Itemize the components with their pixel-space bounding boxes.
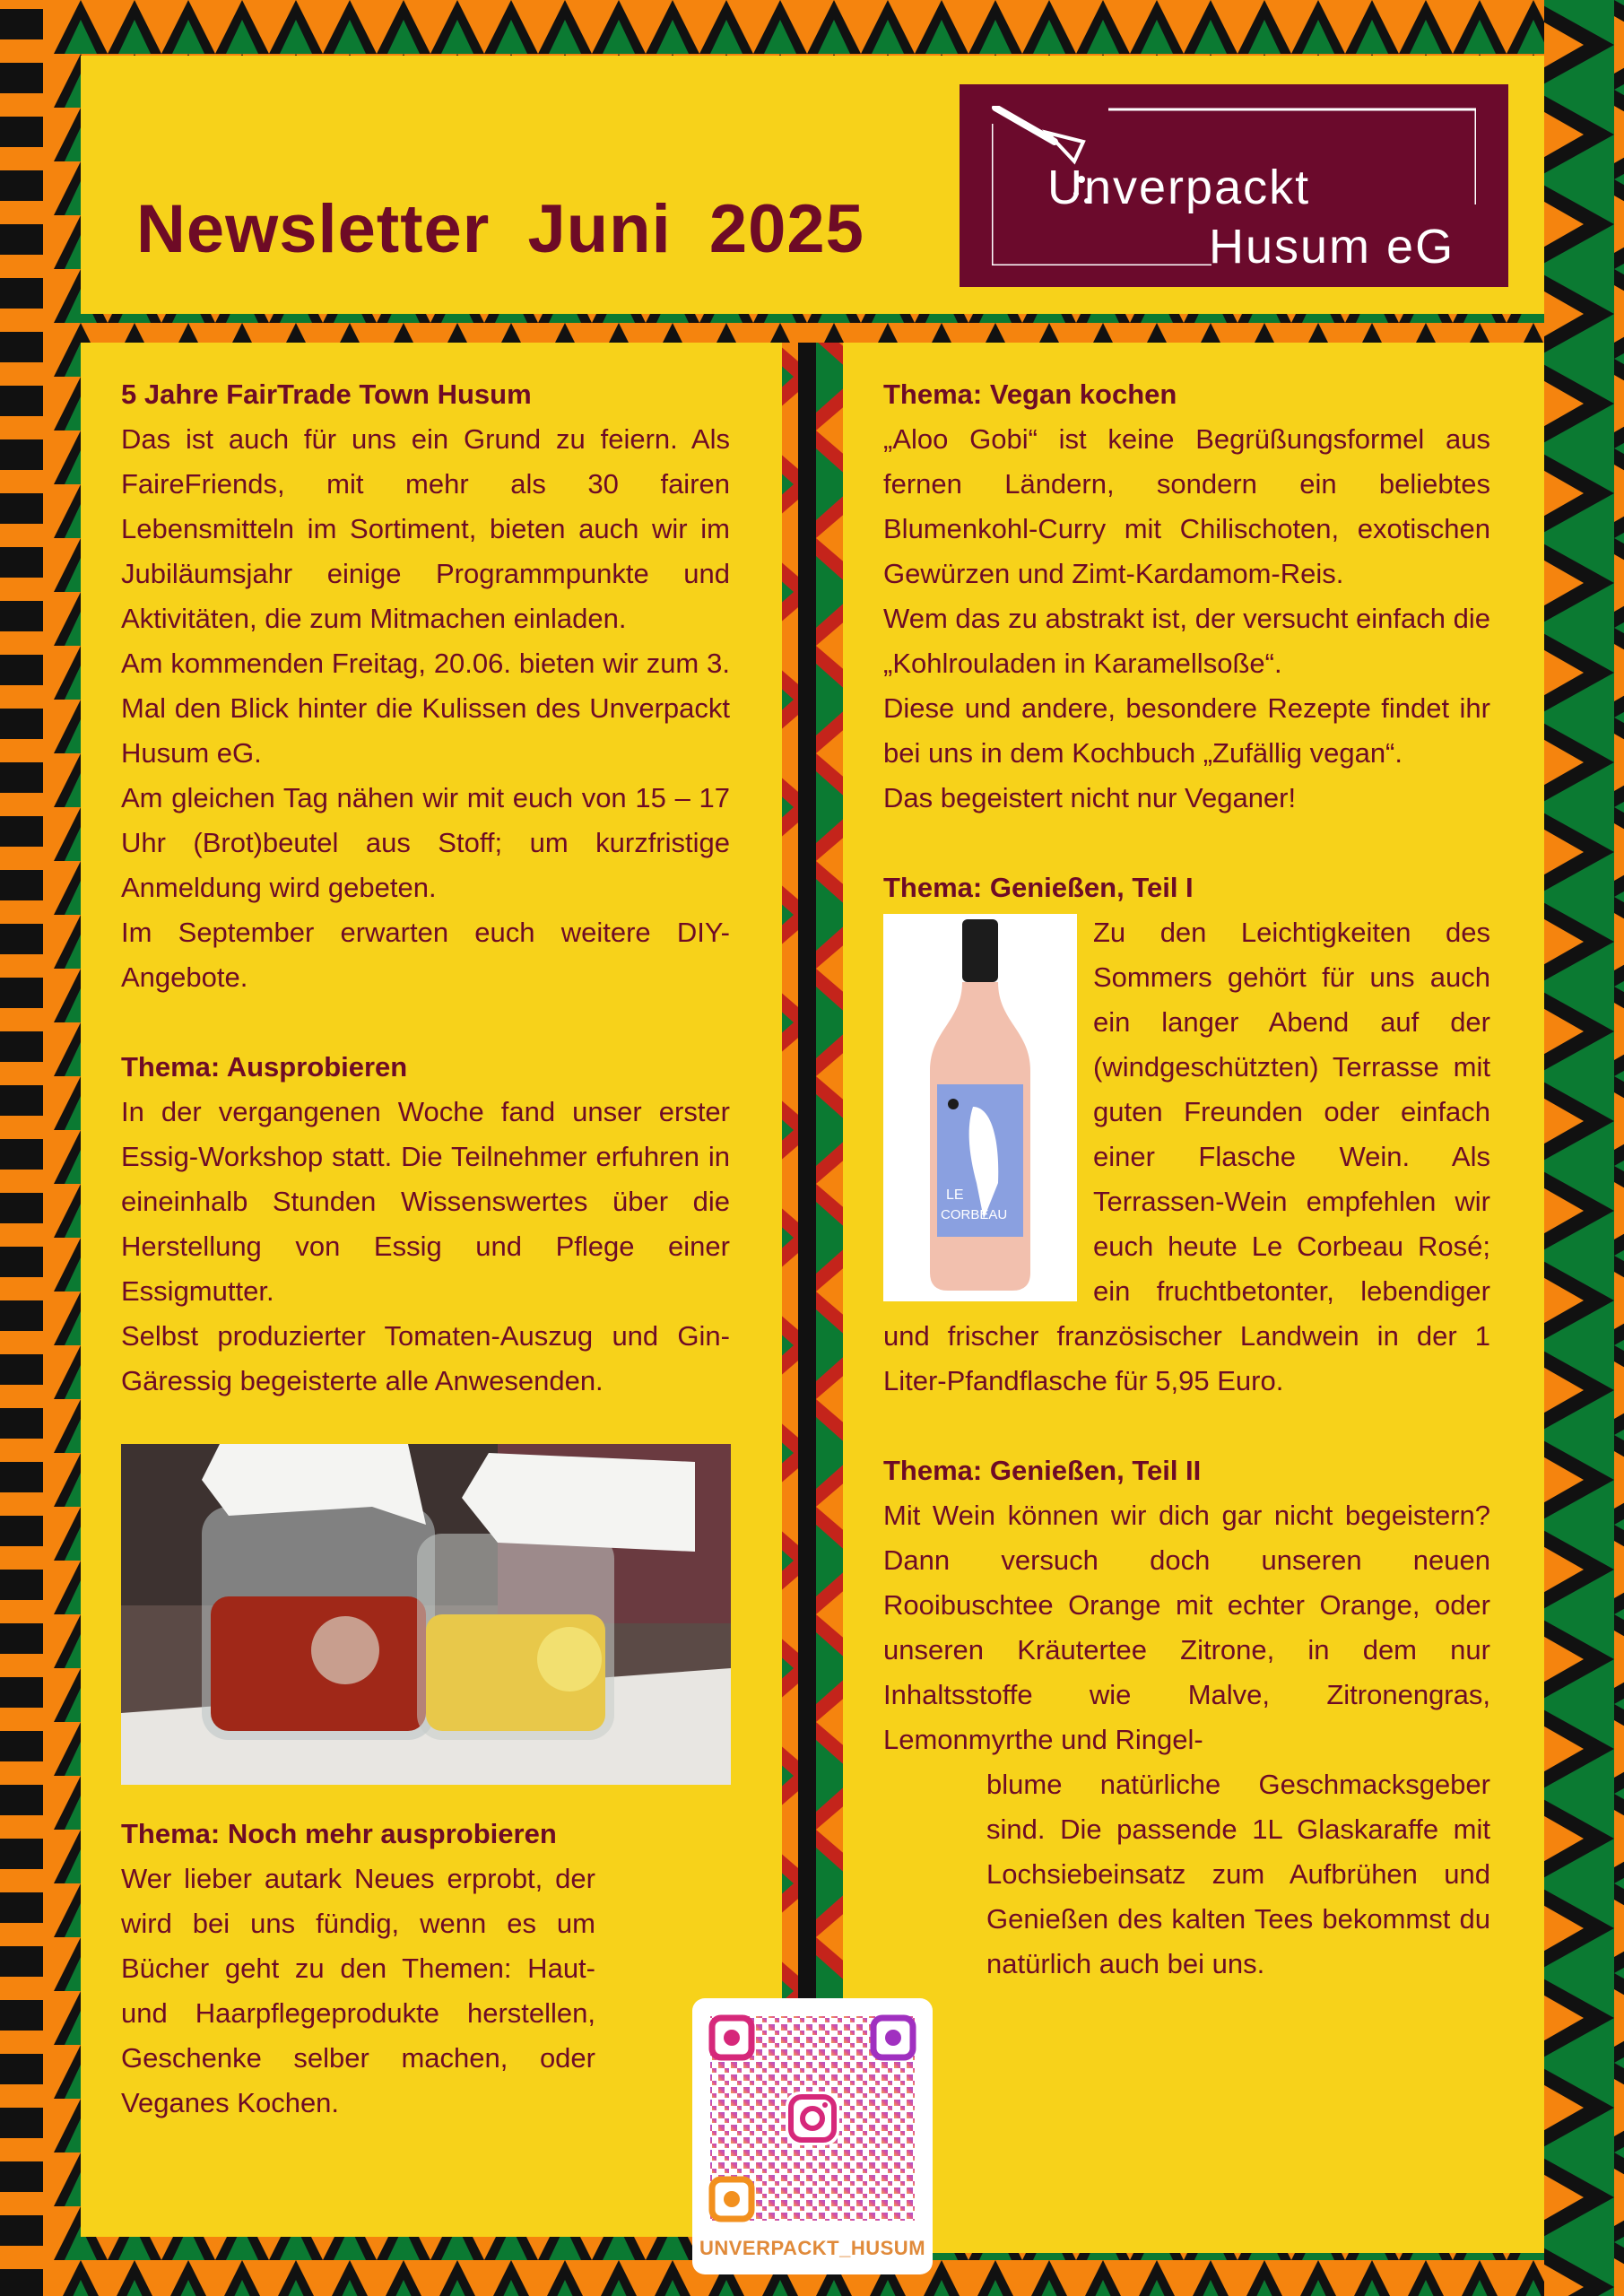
heading-ausprobieren: Thema: Ausprobieren	[121, 1051, 408, 1083]
bottle-label-corbeau: CORBEAU	[941, 1207, 1008, 1222]
paragraph: Wem das zu abstrakt ist, der versucht einfach die „Kohlrouladen in Karamellsoße“.	[883, 603, 1490, 679]
heading-geniessen-2: Thema: Genießen, Teil II	[883, 1455, 1202, 1486]
wine-bottle-photo	[883, 914, 1077, 1301]
paragraph: Im September erwarten euch weitere DIY-Angebote.	[121, 917, 730, 993]
heading-noch-mehr: Thema: Noch mehr ausprobieren	[121, 1818, 557, 1849]
paragraph: Das ist auch für uns ein Grund zu feiern. Als FaireFriends, mit mehr als 30 fairen Lebensmitteln im Sortiment, bieten auch wir im Jubiläumsjahr einige Programmpunkte und Aktivitäten, die zum Mitmachen einladen.	[121, 423, 730, 634]
logo-text-unverpackt: Unverpackt	[1047, 161, 1311, 214]
newsletter-title: Newsletter Juni 2025	[136, 191, 864, 267]
header-panel	[81, 56, 1544, 314]
heading-vegan-kochen: Thema: Vegan kochen	[883, 378, 1177, 410]
paragraph: Diese und andere, besondere Rezepte findet ihr bei uns in dem Kochbuch „Zufällig vegan“.	[883, 692, 1490, 769]
right-column	[843, 343, 1544, 2253]
paragraph: In der vergangenen Woche fand unser erster Essig-Workshop statt. Die Teilnehmer erfuhren in eineinhalb Stunden Wissenswertes über die Herstellung von Essig und Pflege einer Essigmutter.	[121, 1096, 730, 1307]
paragraph: Wer lieber autark Neues erprobt, der wird bei uns fündig, wenn es um Bücher geht zu den Themen: Haut- und Haarpflegeprodukte herstellen, Geschenke selber machen, oder Veganes Kochen.	[121, 1863, 595, 2118]
paragraph: Am kommenden Freitag, 20.06. bieten wir zum 3. Mal den Blick hinter die Kulissen des Unverpackt Husum eG.	[121, 648, 730, 769]
instagram-handle: UNVERPACKT_HUSUM	[699, 2237, 926, 2259]
left-column	[81, 343, 782, 2237]
unverpackt-logo	[960, 84, 1508, 287]
paragraph: Zu den Leichtigkeiten des Sommers gehört für uns auch ein langer Abend auf der (windgeschützten) Terrasse mit guten Freunden oder einfach einer Flasche Wein. Als Terrassen-Wein empfehlen wir euch heute Le Corbeau Rosé; ein fruchtbetonter, lebendiger und frischer französischer Landwein in der 1 Liter-Pfandflasche für 5,95 Euro.	[883, 917, 1490, 1396]
instagram-qr-icon	[692, 1998, 933, 2231]
bottle-label-le: LE	[946, 1187, 964, 1203]
paragraph: Selbst produzierter Tomaten-Auszug und Gin-Gäressig begeisterte alle Anwesenden.	[121, 1320, 730, 1396]
paragraph: blume natürliche Geschmacksgeber sind. Die passende 1L Glaskaraffe mit Lochsiebeinsatz zum Aufbrühen und Genießen des kalten Tees bekommst du natürlich auch bei uns.	[986, 1769, 1490, 1979]
instagram-qr-card[interactable]	[692, 1998, 933, 2274]
heading-geniessen-1: Thema: Genießen, Teil I	[883, 872, 1194, 903]
vinegar-jars-photo	[121, 1444, 731, 1785]
logo-text-husum: Husum eG	[1209, 220, 1455, 274]
paragraph: Am gleichen Tag nähen wir mit euch von 15 – 17 Uhr (Brot)beutel aus Stoff; um kurzfristige Anmeldung wird gebeten.	[121, 782, 730, 903]
paragraph: Das begeistert nicht nur Veganer!	[883, 782, 1297, 813]
paragraph: Mit Wein können wir dich gar nicht begeistern? Dann versuch doch unseren neuen Rooibuschtee Orange mit echter Orange, oder unseren Kräutertee Zitrone, in dem nur Inhaltsstoffe wie Malve, Zitronengras, Lemonmyrthe und Ringel-	[883, 1500, 1490, 1755]
heading-fairtrade-town: 5 Jahre FairTrade Town Husum	[121, 378, 532, 410]
paragraph: „Aloo Gobi“ ist keine Begrüßungsformel aus fernen Ländern, sondern ein beliebtes Blumenkohl-Curry mit Chilischoten, exotischen Gewürzen und Zimt-Kardamom-Reis.	[883, 423, 1490, 589]
